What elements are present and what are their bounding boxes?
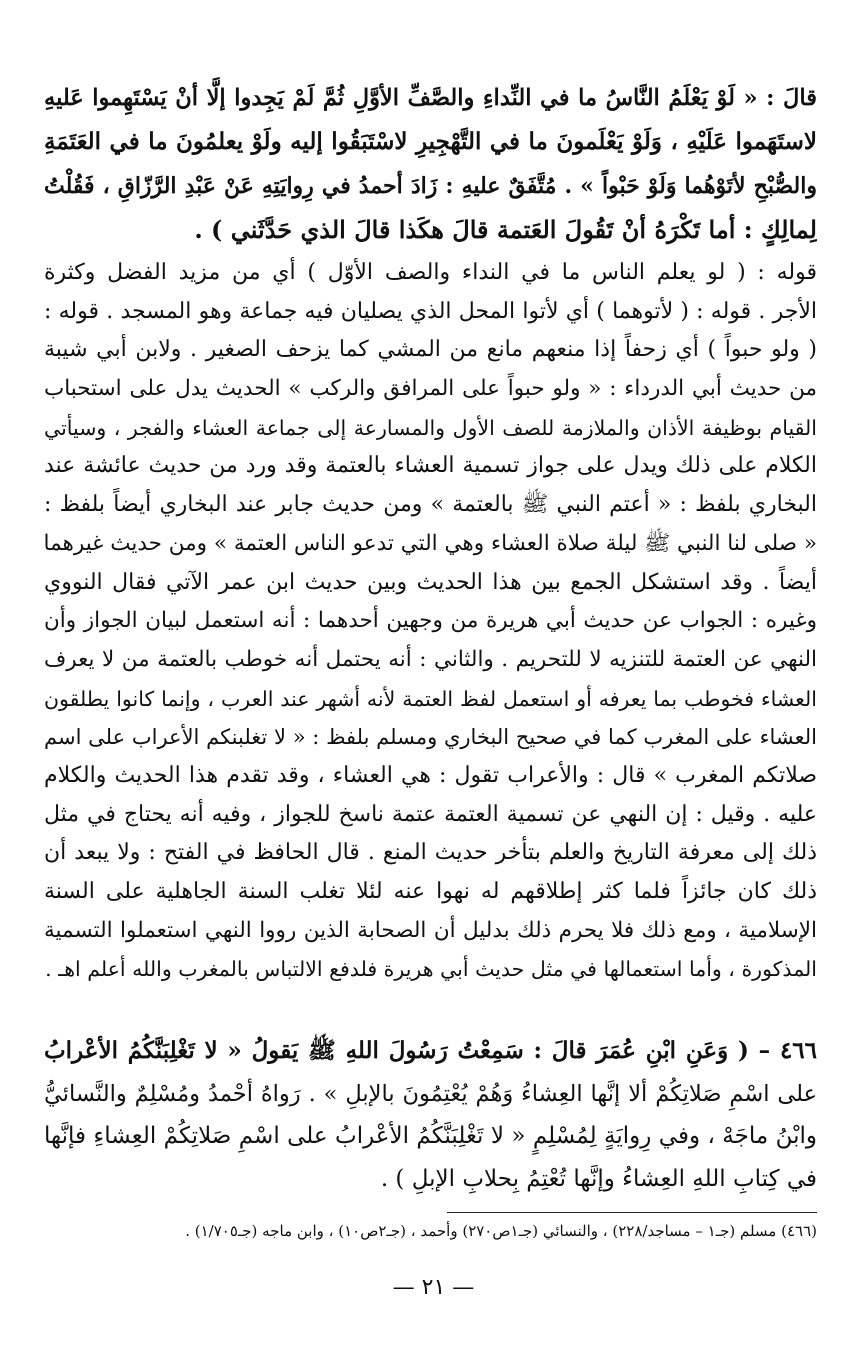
text-line: على اسْمِ صَلاتِكُمْ ألا إنَّها العِشاءُ وَهُمْ يُعْتِمُونَ بالإبلِ » . رَواهُ أحْمدُ ومُسْلِمٌ والنَّسائيُّ: [44, 1080, 817, 1107]
text-line: قوله : ( لو يعلم الناس ما في النداء والصف الأوّل ) أي من مزيد الفضل وكثرة: [44, 260, 817, 285]
commentary: [44, 254, 817, 989]
text-line: والصُّبْحِ لأتَوْهُما وَلَوْ حَبْواً » . مُتَّفَقٌ عليهِ : زَادَ أحمدُ في رِوايَتِهِ عَنْ عَبْدِ الرَّزّاقِ ، فَقُلْتُ: [44, 173, 817, 199]
text-line: النهي عن العتمة للتنزيه لا للتحريم . والثاني : أنه يحتمل أنه خوطب بالعتمة من لا يعرف: [44, 646, 817, 672]
text-line: لِمالِكٍ : أما تَكْرَهُ أنْ تَقُولَ العَتمة قالَ هكَذا قالَ الذي حَدَّثَني ) .: [194, 215, 817, 244]
text-line: ٤٦٦ – ( وَعَنِ ابْنِ عُمَرَ قالَ : سَمِعْتُ رَسُولَ اللهِ ﷺ يَقولُ « لا تَغْلِبَنَّكُمُ الأعْرابُ: [44, 1037, 817, 1064]
page-number: — ٢١ —: [392, 1275, 475, 1300]
text-line: العشاء على المغرب كما في صحيح البخاري ومسلم بلفظ : « لا تغلبنكم الأعراب على اسم: [44, 725, 817, 750]
text-line: « صلى لنا النبي ﷺ ليلة صلاة العشاء وهي التي تدعو الناس العتمة » ومن حديث غيرهما: [44, 530, 817, 556]
footnote-divider: [447, 1212, 817, 1213]
text-line: أيضاً . وقد استشكل الجمع بين هذا الحديث وبين حديث ابن عمر الآتي فقال النووي: [44, 569, 817, 595]
footnote: (٤٦٦) مسلم (جـ١ – مساجد/٢٢٨) ، والنسائي (جـ١ص٢٧٠) وأحمد ، (جـ٢ص١٠) ، وابن ماجه (جـ١/٧٠٥) .: [185, 1222, 817, 1240]
text-line: من حديث أبي الدرداء : « ولو حبواً على المرافق والركب » الحديث يدل على استحباب: [44, 376, 817, 402]
text-line: عليه . وقيل : إن النهي عن تسمية العتمة عتمة ناسخ للجواز ، وفيه أنه يحتاج في مثل: [44, 801, 817, 827]
hadith-466: [44, 1030, 817, 1200]
text-line: الأجر . قوله : ( لأتوهما ) أي لأتوا المحل الذي يصليان فيه جماعة وهو المسجد . قوله :: [44, 298, 817, 324]
text-line: العشاء فخوطب بما يعرفه أو استعمل لفظ العتمة لأنه أشهر عند العرب ، وإنما كانوا يطلقون: [44, 686, 817, 711]
text-line: صلاتكم المغرب » قال : والأعراب تقول : هي العشاء ، وقد تقدم هذا الحديث والكلام: [44, 762, 817, 788]
text-line: المذكورة ، وأما استعمالها في مثل حديث أبي هريرة فلدفع الالتباس بالمغرب والله أعلم اهـ .: [45, 957, 817, 982]
text-line: القيام بوظيفة الأذان والملازمة للصف الأول والمسارعة إلى جماعة العشاء والفجر ، وسيأتي: [44, 415, 817, 440]
text-line: ذلك كان جائزاً فلما كثر إطلاقهم له نهوا عنه لئلا تغلب السنة الجاهلية على السنة: [44, 879, 817, 904]
text-line: لاستَهَموا عَلَيْهِ ، وَلَوْ يَعْلَمونَ ما في التَّهْجِيرِ لاسْتَبَقُوا إليه ولَوْ يعلمُونَ ما في العَتَمَةِ: [44, 128, 817, 155]
hadith-465-text: [44, 76, 817, 252]
text-line: الكلام على ذلك ويدل على جواز تسمية العشاء بالعتمة وقد ورد من حديث عائشة عند: [44, 453, 817, 479]
text-line: قالَ : « لَوْ يَعْلَمُ النَّاسُ ما في النِّداءِ والصَّفِّ الأوَّلِ ثُمَّ لَمْ يَجِدوا إلَّا أنْ يَسْتَهِموا عَليهِ: [44, 85, 817, 111]
text-line: ( ولو حبواً ) أي زحفاً إذا منعهم مانع من المشي كما يزحف الصغير . ولابن أبي شيبة: [44, 337, 817, 363]
text-line: وغيره : الجواب عن حديث أبي هريرة من وجهين أحدهما : أنه استعمل لبيان الجواز وأن: [44, 608, 817, 634]
text-line: وابْنُ ماجَهْ ، وفي رِوايَةٍ لِمُسْلِمٍ « لا تَغْلِبَنَّكُمُ الأعْرابُ على اسْمِ صَلاتِكُمْ العِشاءِ فإنَّها: [44, 1123, 817, 1149]
text-line: الإسلامية ، ومع ذلك فلا يحرم ذلك بدليل أن الصحابة الذين رووا النهي استعملوا التسمية: [44, 917, 817, 943]
text-line: البخاري بلفظ : « أعتم النبي ﷺ بالعتمة » ومن حديث جابر عند البخاري أيضاً بلفظ :: [44, 492, 817, 518]
text-line: ذلك إلى معرفة التاريخ والعلم بتأخر حديث المنع . قال الحافظ في الفتح : ولا يبعد أن: [44, 840, 817, 866]
text-line: في كِتابِ اللهِ العِشاءُ وإنَّها تُعْتِمُ بِحلابِ الإبلِ ) .: [380, 1165, 817, 1192]
